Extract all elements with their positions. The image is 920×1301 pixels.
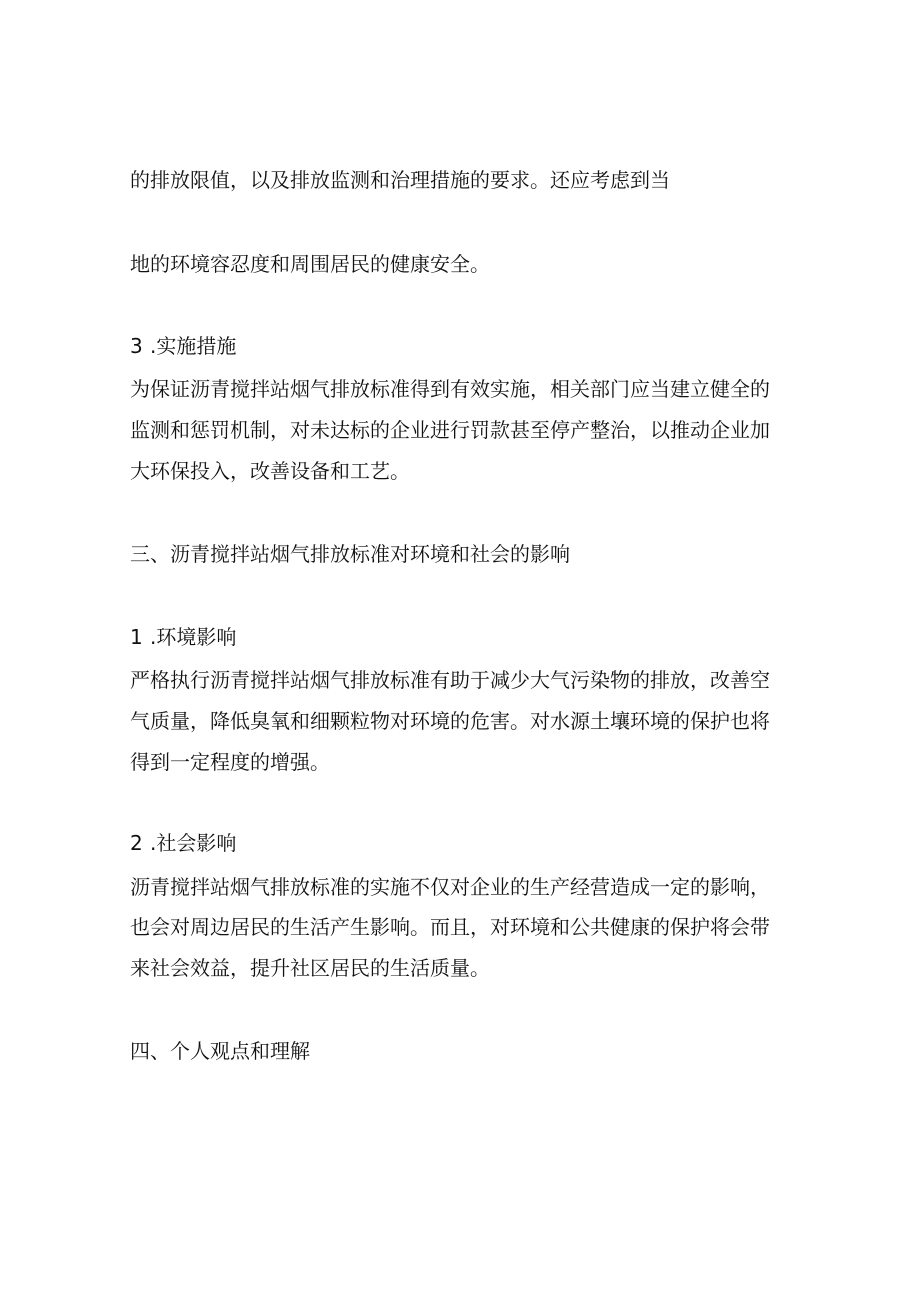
- subsection-number: 2: [130, 831, 143, 855]
- paragraph-line: 来社会效益，提升社区居民的生活质量。: [130, 956, 490, 980]
- subsection-title: .实施措施: [150, 334, 237, 358]
- section-heading: 四、个人观点和理解: [130, 1039, 310, 1063]
- paragraph-line: 监测和惩罚机制，对未达标的企业进行罚款甚至停产整治，以推动企业加: [130, 418, 770, 442]
- subsection-number: 3: [130, 334, 143, 358]
- paragraph-line: 得到一定程度的增强。: [130, 750, 330, 774]
- subsection-heading-2: [130, 829, 236, 857]
- section-heading: 三、沥青搅拌站烟气排放标准对环境和社会的影响: [130, 542, 570, 566]
- paragraph-line: 也会对周边居民的生活产生影响。而且，对环境和公共健康的保护将会带: [130, 915, 770, 939]
- paragraph-line: 沥青搅拌站烟气排放标准的实施不仅对企业的生产经营造成一定的影响，: [130, 875, 770, 899]
- subsection-title: .社会影响: [150, 831, 237, 855]
- paragraph-line: 地的环境容忍度和周围居民的健康安全。: [130, 252, 490, 276]
- paragraph-line: 的排放限值，以及排放监测和治理措施的要求。还应考虑到当: [130, 168, 670, 192]
- paragraph-line: 气质量，降低臭氧和细颗粒物对环境的危害。对水源土壤环境的保护也将: [130, 709, 770, 733]
- paragraph-line: 大环保投入，改善设备和工艺。: [130, 459, 410, 483]
- subsection-heading-3: [130, 332, 236, 360]
- subsection-heading-1: [130, 623, 236, 651]
- subsection-number: 1: [130, 625, 143, 649]
- subsection-title: .环境影响: [150, 625, 237, 649]
- paragraph-line: 为保证沥青搅拌站烟气排放标准得到有效实施，相关部门应当建立健全的: [130, 377, 770, 401]
- paragraph-line: 严格执行沥青搅拌站烟气排放标准有助于减少大气污染物的排放，改善空: [130, 668, 770, 692]
